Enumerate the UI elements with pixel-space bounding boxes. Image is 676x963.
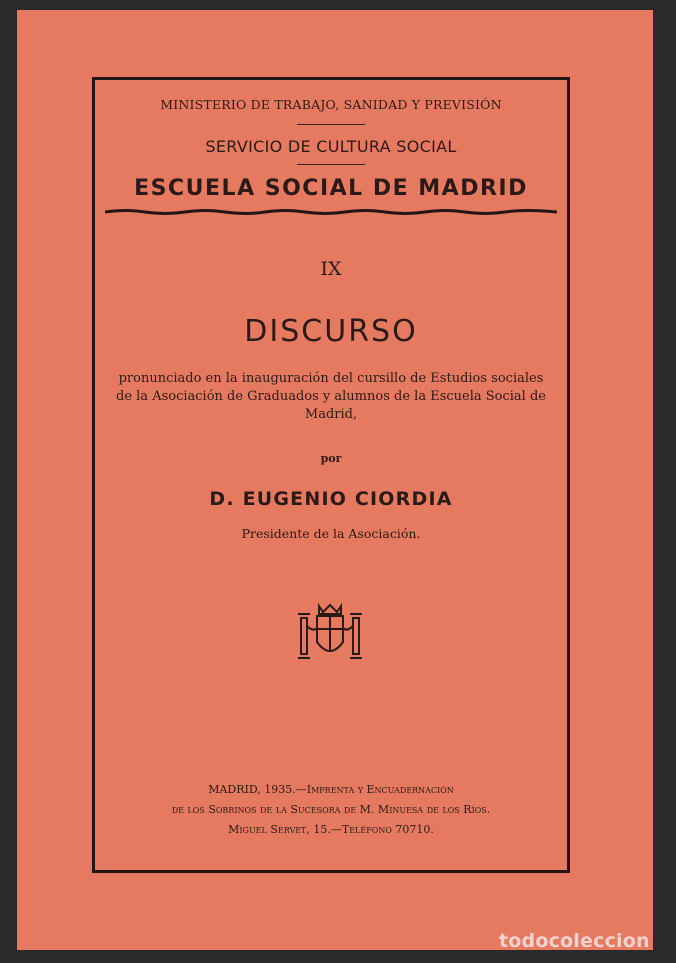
imprint (95, 780, 567, 840)
ornament-divider (297, 164, 365, 165)
imprint-line: Miguel Servet, 15.—Teléfono 70710. (228, 823, 434, 836)
ornament-divider (297, 124, 365, 125)
service-heading: SERVICIO DE CULTURA SOCIAL (205, 137, 457, 156)
by-label: por (320, 452, 342, 465)
imprint-line: MADRID, 1935.—Imprenta y Encuadernación (208, 783, 454, 796)
wavy-rule (105, 208, 557, 216)
cover-frame (92, 77, 570, 873)
watermark: todocoleccion (499, 930, 650, 952)
author-role: Presidente de la Asociación. (241, 526, 421, 541)
coat-of-arms-icon (295, 602, 365, 668)
issue-number: IX (320, 258, 342, 280)
school-heading: ESCUELA SOCIAL DE MADRID (134, 176, 528, 201)
author-name: D. EUGENIO CIORDIA (209, 488, 453, 510)
ministry-heading: MINISTERIO DE TRABAJO, SANIDAD Y PREVISIÓN (160, 97, 502, 112)
imprint-line: de los Sobrinos de la Sucesora de M. Minuesa de los Ríos. (171, 803, 491, 816)
document-description: pronunciado en la inauguración del cursillo de Estudios sociales de la Asociación de Graduados y alumnos de la Escuela Social de Madrid, (116, 371, 546, 422)
document-title: DISCURSO (244, 314, 418, 349)
document-cover (17, 10, 653, 950)
